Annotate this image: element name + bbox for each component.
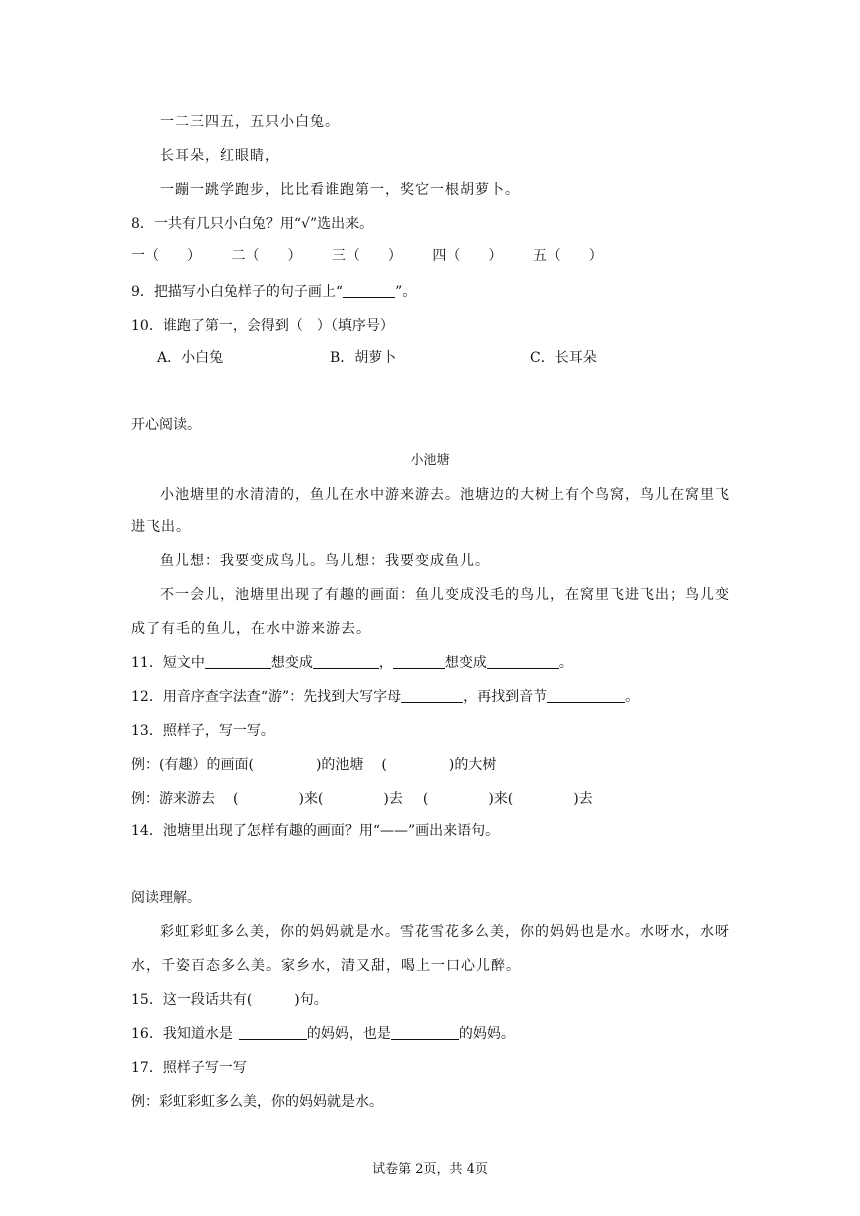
ex1-text-3: ( <box>381 757 387 773</box>
question-9-text: 9．把描写小白兔样子的句子画上“ <box>131 284 344 300</box>
ex2-text-6: )来( <box>488 791 514 807</box>
question-15 <box>131 990 328 1010</box>
answer-blank-2[interactable] <box>313 654 379 669</box>
option-5[interactable]: 五（ ） <box>532 248 603 264</box>
q12-text-3: 。 <box>625 689 640 705</box>
question-16 <box>131 1024 515 1044</box>
question-8: 8．一共有几只小白兔？用“√”选出来。 <box>131 216 374 232</box>
question-9-end: ”。 <box>395 284 417 300</box>
option-4[interactable]: 四（ ） <box>432 248 503 264</box>
answer-blank-letter[interactable] <box>401 688 463 703</box>
passage-2-line-1: 彩虹彩虹多么美，你的妈妈就是水。雪花雪花多么美，你的妈妈也是水。水呀水，水呀 <box>160 924 730 940</box>
passage-title: 小池塘 <box>410 453 450 468</box>
ex2-text-2: ( <box>233 791 239 807</box>
answer-blank-syllable[interactable] <box>547 688 625 703</box>
poem-line-3: 一蹦一跳学跑步，比比看谁跑第一，奖它一根胡萝卜。 <box>160 182 520 198</box>
q11-text-3: ， <box>378 655 393 671</box>
ex2-text-1: 例：游来游去 <box>131 791 215 807</box>
poem-line-1: 一二三四五，五只小白兔。 <box>160 114 340 130</box>
answer-blank-2[interactable] <box>391 1025 459 1040</box>
question-10: 10．谁跑了第一，会得到（ ）（填序号） <box>131 318 394 334</box>
answer-blank-1[interactable] <box>205 654 271 669</box>
passage-paragraph-3-line-2: 成了有毛的鱼儿，在水中游来游去。 <box>131 621 371 637</box>
q16-text-2: 的妈妈，也是 <box>306 1026 391 1042</box>
q16-text-3: 的妈妈。 <box>458 1026 515 1042</box>
question-10-option-b[interactable]: B．胡萝卜 <box>330 350 397 366</box>
question-14: 14．池塘里出现了怎样有趣的画面？用“——”画出来语句。 <box>131 823 500 839</box>
question-17-example: 例：彩虹彩虹多么美，你的妈妈就是水。 <box>131 1094 383 1110</box>
answer-blank-3[interactable] <box>393 654 445 669</box>
passage-paragraph-1-line-1: 小池塘里的水清清的，鱼儿在水中游来游去。池塘边的大树上有个鸟窝，鸟儿在窝里飞 <box>160 487 730 503</box>
answer-blank-4[interactable] <box>487 654 559 669</box>
ex1-text-2: )的池塘 <box>315 757 364 773</box>
poem-line-2: 长耳朵，红眼睛， <box>160 148 280 164</box>
q11-text-5: 。 <box>558 655 573 671</box>
ex1-text-4: )的大树 <box>448 757 497 773</box>
question-11 <box>131 653 573 673</box>
passage-paragraph-1-line-2: 进飞出。 <box>131 519 191 535</box>
question-17: 17．照样子写一写 <box>131 1060 247 1076</box>
ex1-text-1: 例：(有趣）的画面( <box>131 757 254 773</box>
question-13-example-1 <box>131 755 496 775</box>
answer-blank[interactable] <box>343 283 395 298</box>
answer-blank-1[interactable] <box>239 1025 307 1040</box>
question-13-example-2 <box>131 789 593 809</box>
page-footer: 试卷第 2页，共 4页 <box>372 1162 488 1177</box>
ex2-text-5: ( <box>422 791 429 807</box>
q12-text-1: 12．用音序查字法查“游”：先找到大写字母 <box>131 689 402 705</box>
question-8-options <box>131 246 603 266</box>
question-10-option-c[interactable]: C．长耳朵 <box>530 350 597 366</box>
section-heading-happy-reading: 开心阅读。 <box>131 417 201 433</box>
q15-text-2: )句。 <box>294 992 328 1008</box>
q11-text-2: 想变成 <box>270 655 313 671</box>
section-heading-reading-comprehension: 阅读理解。 <box>131 890 201 906</box>
question-10-option-a[interactable]: A．小白兔 <box>157 350 224 366</box>
passage-paragraph-2: 鱼儿想：我要变成鸟儿。鸟儿想：我要变成鱼儿。 <box>160 553 490 569</box>
q11-text-1: 11．短文中 <box>131 655 205 671</box>
q15-text-1: 15．这一段话共有( <box>131 992 253 1008</box>
ex2-text-4: )去 <box>383 791 403 807</box>
option-2[interactable]: 二（ ） <box>231 248 302 264</box>
ex2-text-3: )来( <box>298 791 324 807</box>
question-13: 13．照样子，写一写。 <box>131 723 275 739</box>
question-12 <box>131 687 639 707</box>
option-3[interactable]: 三（ ） <box>331 248 402 264</box>
ex2-text-7: )去 <box>573 791 593 807</box>
question-9 <box>131 282 416 302</box>
q12-text-2: ，再找到音节 <box>463 689 548 705</box>
passage-2-line-2: 水，千姿百态多么美。家乡水，清又甜，喝上一口心儿醉。 <box>131 958 521 974</box>
q11-text-4: 想变成 <box>444 655 487 671</box>
option-1[interactable]: 一（ ） <box>131 248 201 264</box>
q16-text-1: 16．我知道水是 <box>131 1026 233 1042</box>
passage-paragraph-3-line-1: 不一会儿，池塘里出现了有趣的画面：鱼儿变成没毛的鸟儿，在窝里飞进飞出；鸟儿变 <box>160 587 730 603</box>
